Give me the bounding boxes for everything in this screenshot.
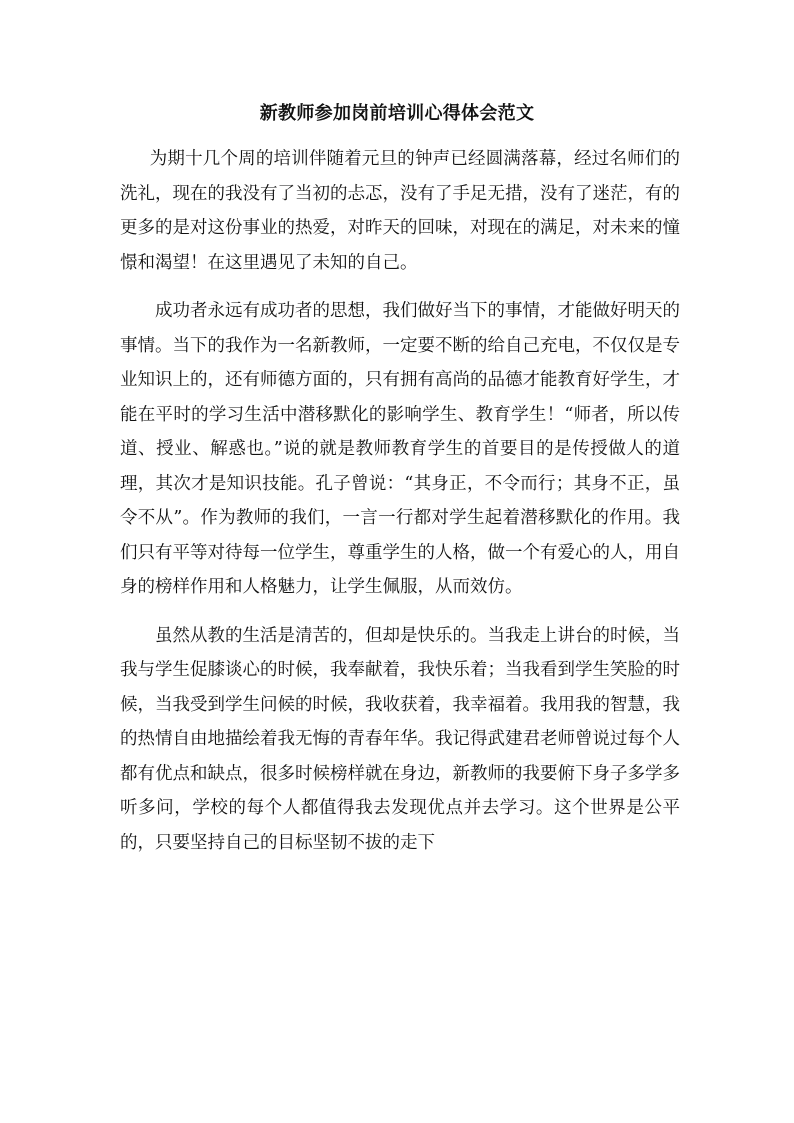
paragraph-3: 虽然从教的生活是清苦的，但却是快乐的。当我走上讲台的时候，当我与学生促膝谈心的时候，我奉献着，我快乐着；当我看到学生笑脸的时候，当我受到学生问候的时候，我收获着，我幸福着。我用我的智慧，我的热情自由地描绘着我无悔的青春年华。我记得武建君老师曾说过每个人都有优点和缺点，很多时候榜样就在身边，新教师的我要俯下身子多学多听多问，学校的每个人都值得我去发现优点并去学习。这个世界是公平的，只要坚持自己的目标坚韧不拔的走下 [120,625,680,853]
document-body [120,142,680,860]
paragraph-1: 为期十几个周的培训伴随着元旦的钟声已经圆满落幕，经过名师们的洗礼，现在的我没有了当初的忐忑，没有了手足无措，没有了迷茫，有的更多的是对这份事业的热爱，对昨天的回味，对现在的满足，对未来的憧憬和渴望！在这里遇见了未知的自己。 [120,149,680,273]
document-title: 新教师参加岗前培训心得体会范文 [259,103,535,124]
paragraph-2: 成功者永远有成功者的思想，我们做好当下的事情，才能做好明天的事情。当下的我作为一名新教师，一定要不断的给自己充电，不仅仅是专业知识上的，还有师德方面的，只有拥有高尚的品德才能教育好学生，才能在平时的学习生活中潜移默化的影响学生、教育学生！“师者，所以传道、授业、解惑也。”说的就是教师教育学生的首要目的是传授做人的道理，其次才是知识技能。孔子曾说：“其身正，不令而行；其身不正，虽令不从”。作为教师的我们，一言一行都对学生起着潜移默化的作用。我们只有平等对待每一位学生，尊重学生的人格，做一个有爱心的人，用自身的榜样作用和人格魅力，让学生佩服，从而效仿。 [120,301,680,597]
